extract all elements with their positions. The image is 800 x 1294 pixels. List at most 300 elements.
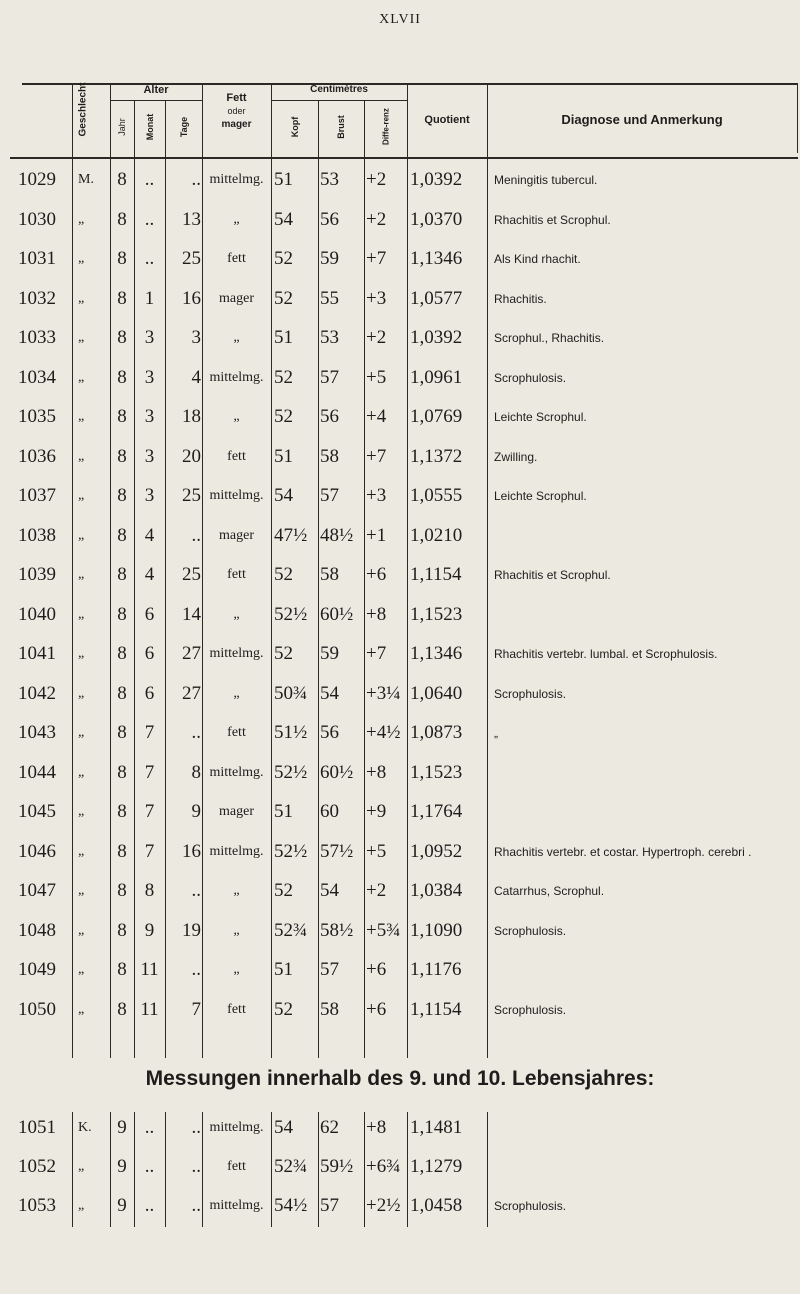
cell-fett: „: [233, 606, 240, 622]
table-row: [0, 1000, 800, 1038]
cell-brust: 60½: [320, 761, 354, 783]
table-row: [0, 447, 800, 485]
cell-fett: mager: [219, 527, 254, 543]
cell-jahr: 8: [117, 287, 127, 309]
cell-tage: 25: [182, 248, 201, 269]
cell-tage: 19: [182, 919, 201, 941]
cell-jahr: 8: [117, 406, 127, 427]
cell-sex: „: [78, 1159, 85, 1174]
table-row: [0, 1196, 800, 1234]
cell-diag: Rhachitis vertebr. et costar. Hypertroph. cerebri .: [494, 844, 752, 859]
cell-quot: 1,1154: [410, 998, 462, 1020]
table-row: [0, 210, 800, 248]
cell-quot: 1,0458: [410, 1195, 463, 1216]
table-row: [0, 170, 800, 208]
cell-diag: Rhachitis.: [494, 291, 547, 306]
cell-quot: 1,0873: [410, 722, 463, 743]
cell-quot: 1,0392: [410, 327, 463, 348]
cell-kopf: 51: [274, 801, 293, 822]
cell-nr: 1041: [18, 643, 56, 664]
cell-diff: +7: [366, 445, 387, 467]
cell-diag: Scrophulosis.: [494, 370, 567, 385]
cell-tage: ..: [191, 959, 201, 980]
cell-brust: 56: [320, 406, 339, 427]
cell-sex: „: [78, 290, 85, 306]
cell-kopf: 54: [274, 1117, 293, 1138]
cell-jahr: 8: [117, 643, 127, 664]
cell-fett: mittelmg.: [209, 764, 264, 780]
cell-fett: „: [233, 211, 240, 227]
cell-tage: ..: [191, 722, 201, 743]
cell-kopf: 52½: [274, 761, 308, 783]
cell-diff: +6¾: [366, 1156, 401, 1177]
cell-monat: 3: [144, 445, 155, 467]
cell-kopf: 54: [274, 208, 293, 230]
cell-quot: 1,0952: [410, 840, 463, 862]
cell-tage: 18: [182, 406, 201, 427]
cell-nr: 1033: [18, 327, 56, 348]
cell-tage: 4: [191, 366, 201, 388]
cell-kopf: 52¾: [274, 1156, 308, 1177]
cell-quot: 1,0577: [410, 287, 463, 309]
cell-brust: 55: [320, 287, 339, 309]
header-differenz: Diffe-renz: [381, 108, 391, 145]
header-fett: Fett: [226, 92, 247, 104]
cell-sex: „: [78, 211, 85, 227]
cell-sex: M.: [78, 172, 94, 187]
cell-quot: 1,1523: [410, 603, 463, 625]
cell-kopf: 50¾: [274, 682, 308, 704]
table-row: [0, 723, 800, 761]
cell-tage: ..: [191, 1117, 201, 1138]
cell-brust: 59: [320, 643, 339, 664]
cell-sex: K.: [78, 1120, 92, 1135]
cell-fett: mittelmg.: [209, 843, 264, 859]
cell-tage: 20: [182, 445, 201, 467]
cell-brust: 57: [320, 485, 339, 506]
cell-fett: mittelmg.: [209, 1120, 264, 1135]
cell-brust: 53: [320, 327, 339, 348]
cell-quot: 1,1523: [410, 761, 463, 783]
cell-fett: mittelmg.: [209, 646, 264, 661]
cell-diff: +5: [366, 840, 387, 862]
cell-fett: fett: [227, 1159, 246, 1174]
cell-sex: „: [78, 725, 85, 740]
cell-monat: 3: [144, 485, 155, 506]
cell-tage: 8: [191, 761, 201, 783]
cell-jahr: 8: [117, 524, 127, 546]
cell-diag: Scrophulosis.: [494, 686, 567, 701]
cell-sex: „: [78, 448, 85, 464]
cell-monat: 7: [144, 761, 155, 783]
cell-tage: ..: [191, 1195, 201, 1216]
cell-diff: +5: [366, 366, 387, 388]
cell-fett: mittelmg.: [209, 488, 264, 503]
cell-monat: ..: [144, 248, 155, 269]
cell-nr: 1048: [18, 919, 56, 941]
cell-quot: 1,0392: [410, 169, 463, 190]
cell-monat: 9: [144, 919, 155, 941]
cell-diff: +4½: [366, 722, 401, 743]
cell-fett: „: [233, 962, 240, 977]
cell-tage: 25: [182, 485, 201, 506]
cell-diag: Leichte Scrophul.: [494, 410, 587, 424]
cell-monat: 6: [144, 603, 155, 625]
cell-nr: 1050: [18, 998, 56, 1020]
cell-quot: 1,0640: [410, 682, 463, 704]
cell-monat: ..: [144, 1117, 155, 1138]
cell-brust: 54: [320, 682, 339, 704]
cell-nr: 1042: [18, 682, 56, 704]
cell-diff: +2: [366, 327, 387, 348]
cell-nr: 1040: [18, 603, 56, 625]
cell-diff: +2: [366, 880, 387, 901]
cell-monat: 8: [144, 880, 155, 901]
cell-kopf: 51: [274, 169, 293, 190]
header-bottom-rule: [10, 157, 798, 159]
cell-brust: 57: [320, 366, 339, 388]
cell-fett: fett: [227, 567, 246, 582]
table-row: [0, 1118, 800, 1156]
cell-brust: 48½: [320, 524, 354, 546]
table-row: [0, 249, 800, 287]
table-row: [0, 763, 800, 801]
cell-diff: +8: [366, 1117, 387, 1138]
cell-diff: +9: [366, 801, 387, 822]
table-row: [0, 881, 800, 919]
cell-kopf: 51: [274, 445, 293, 467]
cell-nr: 1031: [18, 248, 56, 269]
cell-nr: 1047: [18, 880, 56, 901]
cell-jahr: 9: [117, 1156, 127, 1177]
cell-quot: 1,0555: [410, 485, 463, 506]
cell-quot: 1,1481: [410, 1117, 463, 1138]
cell-jahr: 9: [117, 1195, 127, 1216]
cell-diff: +3¼: [366, 682, 401, 704]
cell-jahr: 8: [117, 169, 127, 190]
cell-nr: 1043: [18, 722, 56, 743]
cell-quot: 1,0961: [410, 366, 463, 388]
cell-tage: 13: [182, 208, 201, 230]
cell-nr: 1032: [18, 287, 56, 309]
cell-quot: 1,1154: [410, 564, 462, 585]
section-title: Messungen innerhalb des 9. und 10. Lebensjahres:: [145, 1067, 655, 1090]
cell-sex: „: [78, 488, 85, 503]
cell-nr: 1051: [18, 1117, 56, 1138]
table-row: [0, 368, 800, 406]
cell-sex: „: [78, 527, 85, 543]
cell-kopf: 52: [274, 248, 293, 269]
table-row: [0, 842, 800, 880]
cell-nr: 1044: [18, 761, 56, 783]
cell-fett: „: [233, 330, 240, 345]
cell-monat: ..: [144, 169, 155, 190]
cell-nr: 1053: [18, 1195, 56, 1216]
cell-diff: +3: [366, 485, 387, 506]
cell-diag: Rhachitis et Scrophul.: [494, 212, 611, 227]
table-row: [0, 960, 800, 998]
cell-diag: Scrophulosis.: [494, 1199, 567, 1213]
cell-brust: 53: [320, 169, 339, 190]
cell-brust: 57: [320, 1195, 339, 1216]
cell-tage: 3: [191, 327, 201, 348]
cell-fett: „: [233, 883, 240, 898]
cell-brust: 58: [320, 998, 339, 1020]
cell-monat: 11: [140, 959, 159, 980]
header-quotient: Quotient: [424, 114, 470, 126]
cell-jahr: 8: [117, 722, 127, 743]
cell-jahr: 8: [117, 564, 127, 585]
cell-jahr: 8: [117, 248, 127, 269]
table-row: [0, 526, 800, 564]
cell-diag: Leichte Scrophul.: [494, 489, 587, 503]
cell-sex: „: [78, 764, 85, 780]
table-row: [0, 1157, 800, 1195]
cell-kopf: 52½: [274, 840, 308, 862]
cell-fett: fett: [227, 448, 246, 464]
cell-diff: +6: [366, 998, 387, 1020]
cell-monat: 3: [144, 366, 155, 388]
cell-nr: 1049: [18, 959, 56, 980]
cell-kopf: 51½: [274, 722, 308, 743]
header-brust: Brust: [336, 115, 346, 139]
cell-sex: „: [78, 409, 85, 424]
cell-quot: 1,0370: [410, 208, 463, 230]
cell-nr: 1030: [18, 208, 56, 230]
cell-sex: „: [78, 685, 85, 701]
cell-quot: 1,1346: [410, 643, 463, 664]
cell-diag: „: [494, 726, 498, 740]
cell-diag: Scrophulosis.: [494, 923, 567, 938]
col-divider: [797, 83, 798, 153]
cell-fett: „: [233, 409, 240, 424]
cell-monat: ..: [144, 208, 155, 230]
cell-jahr: 8: [117, 959, 127, 980]
cell-sex: „: [78, 330, 85, 345]
cell-monat: 4: [144, 564, 155, 585]
header-kopf: Kopf: [290, 116, 300, 138]
cell-brust: 56: [320, 722, 339, 743]
cell-nr: 1045: [18, 801, 56, 822]
cell-tage: 9: [191, 801, 201, 822]
cell-jahr: 8: [117, 682, 127, 704]
cell-kopf: 52: [274, 564, 293, 585]
cell-nr: 1052: [18, 1156, 56, 1177]
cell-kopf: 52½: [274, 603, 308, 625]
table-row: [0, 407, 800, 445]
cell-diff: +2½: [366, 1195, 401, 1216]
table-row: [0, 802, 800, 840]
cell-sex: „: [78, 962, 85, 977]
cell-diff: +6: [366, 564, 387, 585]
cell-tage: 16: [182, 287, 201, 309]
cell-jahr: 8: [117, 327, 127, 348]
cell-quot: 1,1176: [410, 959, 462, 980]
cell-tage: 25: [182, 564, 201, 585]
cell-monat: 1: [144, 287, 155, 309]
cell-monat: 6: [144, 682, 155, 704]
cell-sex: „: [78, 843, 85, 859]
cell-brust: 56: [320, 208, 339, 230]
cell-diag: Scrophul., Rhachitis.: [494, 331, 605, 345]
cell-kopf: 51: [274, 327, 293, 348]
header-monat: Monat: [145, 113, 155, 141]
cell-nr: 1034: [18, 366, 56, 388]
cell-fett: mittelmg.: [209, 172, 264, 187]
cell-kopf: 47½: [274, 524, 308, 546]
cell-brust: 54: [320, 880, 339, 901]
cell-tage: 27: [182, 682, 201, 704]
cell-sex: „: [78, 922, 85, 938]
table-row: [0, 644, 800, 682]
cell-tage: 7: [191, 998, 201, 1020]
cell-sex: „: [78, 804, 85, 819]
cell-kopf: 54: [274, 485, 293, 506]
cell-fett: „: [233, 685, 240, 701]
cell-sex: „: [78, 251, 85, 266]
cell-diff: +1: [366, 524, 387, 546]
cell-nr: 1036: [18, 445, 56, 467]
header-diagnose: Diagnose und Anmerkung: [561, 112, 723, 127]
cell-nr: 1037: [18, 485, 56, 506]
cell-kopf: 52¾: [274, 919, 308, 941]
cell-jahr: 9: [117, 1117, 127, 1138]
cell-quot: 1,1090: [410, 919, 463, 941]
cell-kopf: 52: [274, 406, 293, 427]
cell-fett: mager: [219, 290, 254, 306]
cell-jahr: 8: [117, 801, 127, 822]
cell-jahr: 8: [117, 208, 127, 230]
cell-sex: „: [78, 1198, 85, 1213]
cell-fett: mittelmg.: [209, 369, 264, 385]
cell-sex: „: [78, 606, 85, 622]
cell-tage: ..: [191, 169, 201, 190]
cell-kopf: 52: [274, 287, 293, 309]
cell-quot: 1,1764: [410, 801, 463, 822]
cell-quot: 1,0210: [410, 524, 463, 546]
cell-monat: 7: [144, 840, 155, 862]
cell-diag: Meningitis tubercul.: [494, 173, 598, 187]
page-number: XLVII: [379, 12, 421, 27]
cell-diag: Catarrhus, Scrophul.: [494, 884, 605, 898]
table-row: [0, 328, 800, 366]
cell-fett: mittelmg.: [209, 1198, 264, 1213]
header-mager: mager: [221, 119, 252, 130]
header-tage: Tage: [179, 116, 189, 138]
cell-nr: 1046: [18, 840, 56, 862]
cell-kopf: 52: [274, 880, 293, 901]
cell-diag: Rhachitis vertebr. lumbal. et Scrophulosis.: [494, 647, 718, 661]
cell-fett: fett: [227, 1001, 246, 1017]
cell-monat: ..: [144, 1195, 155, 1216]
cell-brust: 57: [320, 959, 339, 980]
cell-quot: 1,0769: [410, 406, 463, 427]
cell-jahr: 8: [117, 445, 127, 467]
cell-tage: 27: [182, 643, 201, 664]
cell-diff: +8: [366, 603, 387, 625]
cell-brust: 58: [320, 445, 339, 467]
cell-nr: 1035: [18, 406, 56, 427]
cell-sex: „: [78, 646, 85, 661]
cell-kopf: 52: [274, 643, 293, 664]
cell-diff: +7: [366, 248, 387, 269]
table-row: [0, 565, 800, 603]
cell-diag: Als Kind rhachit.: [494, 252, 581, 266]
cell-jahr: 8: [117, 840, 127, 862]
cell-diff: +4: [366, 406, 387, 427]
cell-brust: 60: [320, 801, 339, 822]
cell-nr: 1038: [18, 524, 56, 546]
header-centimetres: Centimètres: [310, 84, 368, 95]
cell-diff: +2: [366, 208, 387, 230]
cell-jahr: 8: [117, 603, 127, 625]
cell-diff: +6: [366, 959, 387, 980]
cell-diff: +5¾: [366, 919, 401, 941]
cell-quot: 1,1372: [410, 445, 463, 467]
cell-nr: 1039: [18, 564, 56, 585]
cell-fett: fett: [227, 725, 246, 740]
cell-fett: fett: [227, 251, 246, 266]
cell-monat: 11: [140, 998, 159, 1020]
cell-jahr: 8: [117, 998, 127, 1020]
cell-jahr: 8: [117, 880, 127, 901]
cell-brust: 58½: [320, 919, 354, 941]
cell-tage: ..: [191, 524, 201, 546]
cell-kopf: 52: [274, 998, 293, 1020]
header-geschlecht: Geschlecht: [77, 82, 89, 137]
cell-sex: „: [78, 883, 85, 898]
cell-jahr: 8: [117, 366, 127, 388]
cell-kopf: 51: [274, 959, 293, 980]
cell-diff: +2: [366, 169, 387, 190]
cell-monat: 6: [144, 643, 155, 664]
cell-fett: mager: [219, 804, 254, 819]
cell-diff: +8: [366, 761, 387, 783]
cell-jahr: 8: [117, 919, 127, 941]
cell-tage: ..: [191, 1156, 201, 1177]
cell-nr: 1029: [18, 169, 56, 190]
cell-brust: 62: [320, 1117, 339, 1138]
cell-sex: „: [78, 369, 85, 385]
cell-brust: 59½: [320, 1156, 354, 1177]
table-row: [0, 921, 800, 959]
cell-kopf: 52: [274, 366, 293, 388]
cell-diag: Zwilling.: [494, 449, 538, 464]
table-row: [0, 289, 800, 327]
cell-quot: 1,0384: [410, 880, 463, 901]
table-row: [0, 486, 800, 524]
cell-sex: „: [78, 1001, 85, 1017]
cell-monat: ..: [144, 1156, 155, 1177]
cell-monat: 7: [144, 722, 155, 743]
cell-monat: 3: [144, 406, 155, 427]
cell-diag: Scrophulosis.: [494, 1002, 567, 1017]
cell-monat: 3: [144, 327, 155, 348]
cell-jahr: 8: [117, 485, 127, 506]
table-row: [0, 684, 800, 722]
cell-tage: 16: [182, 840, 201, 862]
cell-quot: 1,1346: [410, 248, 463, 269]
cell-tage: 14: [182, 603, 201, 625]
cell-brust: 57½: [320, 840, 354, 862]
header-oder: oder: [227, 106, 246, 116]
cell-fett: „: [233, 922, 240, 938]
cell-tage: ..: [191, 880, 201, 901]
cell-brust: 59: [320, 248, 339, 269]
cell-diff: +7: [366, 643, 387, 664]
cell-diff: +3: [366, 287, 387, 309]
cell-brust: 58: [320, 564, 339, 585]
